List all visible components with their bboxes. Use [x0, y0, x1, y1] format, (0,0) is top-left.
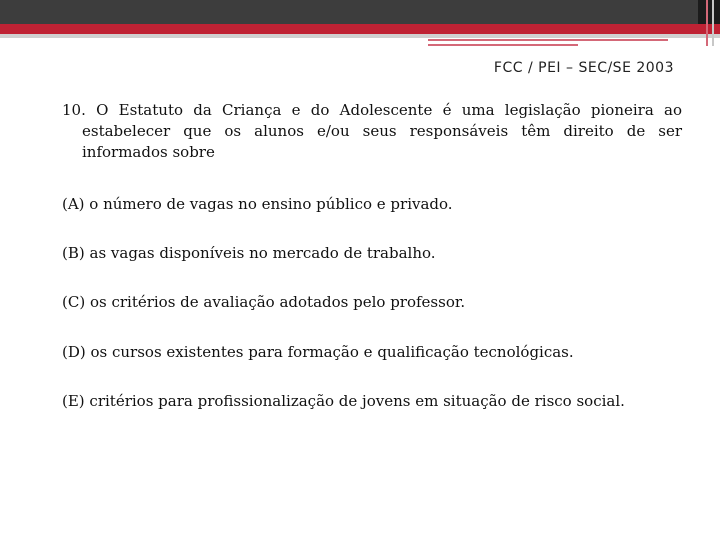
accent-line — [428, 39, 668, 41]
option-d: (D) os cursos existentes para formação e qualificação tecnológicas. — [62, 343, 574, 361]
accent-vertical-line — [706, 0, 708, 46]
header-band-red — [0, 24, 720, 34]
header-band-gray — [0, 34, 720, 38]
header-band-dark — [0, 0, 720, 24]
accent-line — [428, 44, 578, 46]
option-a: (A) o número de vagas no ensino público e privado. — [62, 195, 453, 213]
question-text: 10. O Estatuto da Criança e do Adolescente é uma legislação pioneira ao estabelecer que os alunos e/ou seus responsáveis têm direito de ser informados sobre — [62, 101, 682, 161]
header-corner-block — [698, 0, 720, 24]
option-b: (B) as vagas disponíveis no mercado de trabalho. — [62, 244, 436, 262]
option-e: (E) critérios para profissionalização de jovens em situação de risco social. — [62, 392, 625, 410]
option-c: (C) os critérios de avaliação adotados pelo professor. — [62, 293, 466, 311]
page-title: FCC / PEI – SEC/SE 2003 — [493, 60, 674, 76]
accent-vertical-line — [712, 0, 714, 46]
